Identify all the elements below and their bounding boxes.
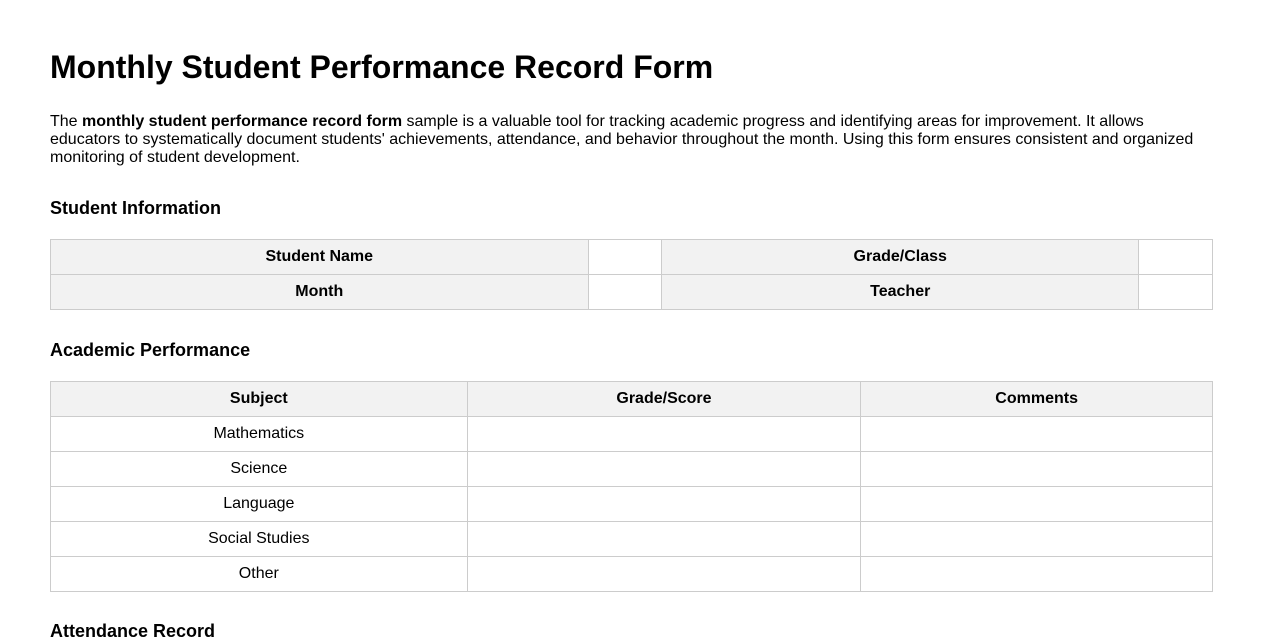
grade-cell[interactable] xyxy=(467,452,861,487)
subject-cell: Language xyxy=(51,487,468,522)
subject-cell: Mathematics xyxy=(51,417,468,452)
table-header-row xyxy=(51,382,1213,417)
table-row xyxy=(51,417,1213,452)
academic-heading: Academic Performance xyxy=(50,340,251,360)
subject-cell: Social Studies xyxy=(51,522,468,557)
column-header-comments: Comments xyxy=(861,382,1213,417)
teacher-label: Teacher xyxy=(662,275,1139,310)
teacher-field[interactable] xyxy=(1139,275,1213,310)
grade-cell[interactable] xyxy=(467,522,861,557)
comments-cell[interactable] xyxy=(861,522,1213,557)
column-header-subject: Subject xyxy=(51,382,468,417)
intro-bold: monthly student performance record form xyxy=(82,113,403,130)
student-info-heading: Student Information xyxy=(50,198,221,218)
table-row xyxy=(51,557,1213,592)
comments-cell[interactable] xyxy=(861,557,1213,592)
intro-lead: The xyxy=(50,113,83,130)
table-row xyxy=(51,275,1213,310)
academic-table xyxy=(50,381,1213,592)
student-name-label: Student Name xyxy=(51,240,589,275)
column-header-grade: Grade/Score xyxy=(467,382,861,417)
grade-class-field[interactable] xyxy=(1139,240,1213,275)
intro-rest: sample is a valuable tool for tracking academic progress and identifying areas for improvement. It allows educators to systematically document students' achievements, attendance, and behavior throughout the month. Using this form ensures consistent and organized monitoring of student development. xyxy=(50,113,1194,166)
grade-cell[interactable] xyxy=(467,487,861,522)
month-label: Month xyxy=(51,275,589,310)
subject-cell: Science xyxy=(51,452,468,487)
month-field[interactable] xyxy=(588,275,662,310)
grade-class-label: Grade/Class xyxy=(662,240,1139,275)
table-row xyxy=(51,522,1213,557)
attendance-heading: Attendance Record xyxy=(50,621,216,641)
intro-paragraph xyxy=(50,113,1213,167)
comments-cell[interactable] xyxy=(861,417,1213,452)
subject-cell: Other xyxy=(51,557,468,592)
student-name-field[interactable] xyxy=(588,240,662,275)
grade-cell[interactable] xyxy=(467,417,861,452)
page-title: Monthly Student Performance Record Form xyxy=(50,49,714,85)
comments-cell[interactable] xyxy=(861,452,1213,487)
table-row xyxy=(51,452,1213,487)
student-info-table xyxy=(50,239,1213,310)
table-row xyxy=(51,240,1213,275)
table-row xyxy=(51,487,1213,522)
grade-cell[interactable] xyxy=(467,557,861,592)
comments-cell[interactable] xyxy=(861,487,1213,522)
